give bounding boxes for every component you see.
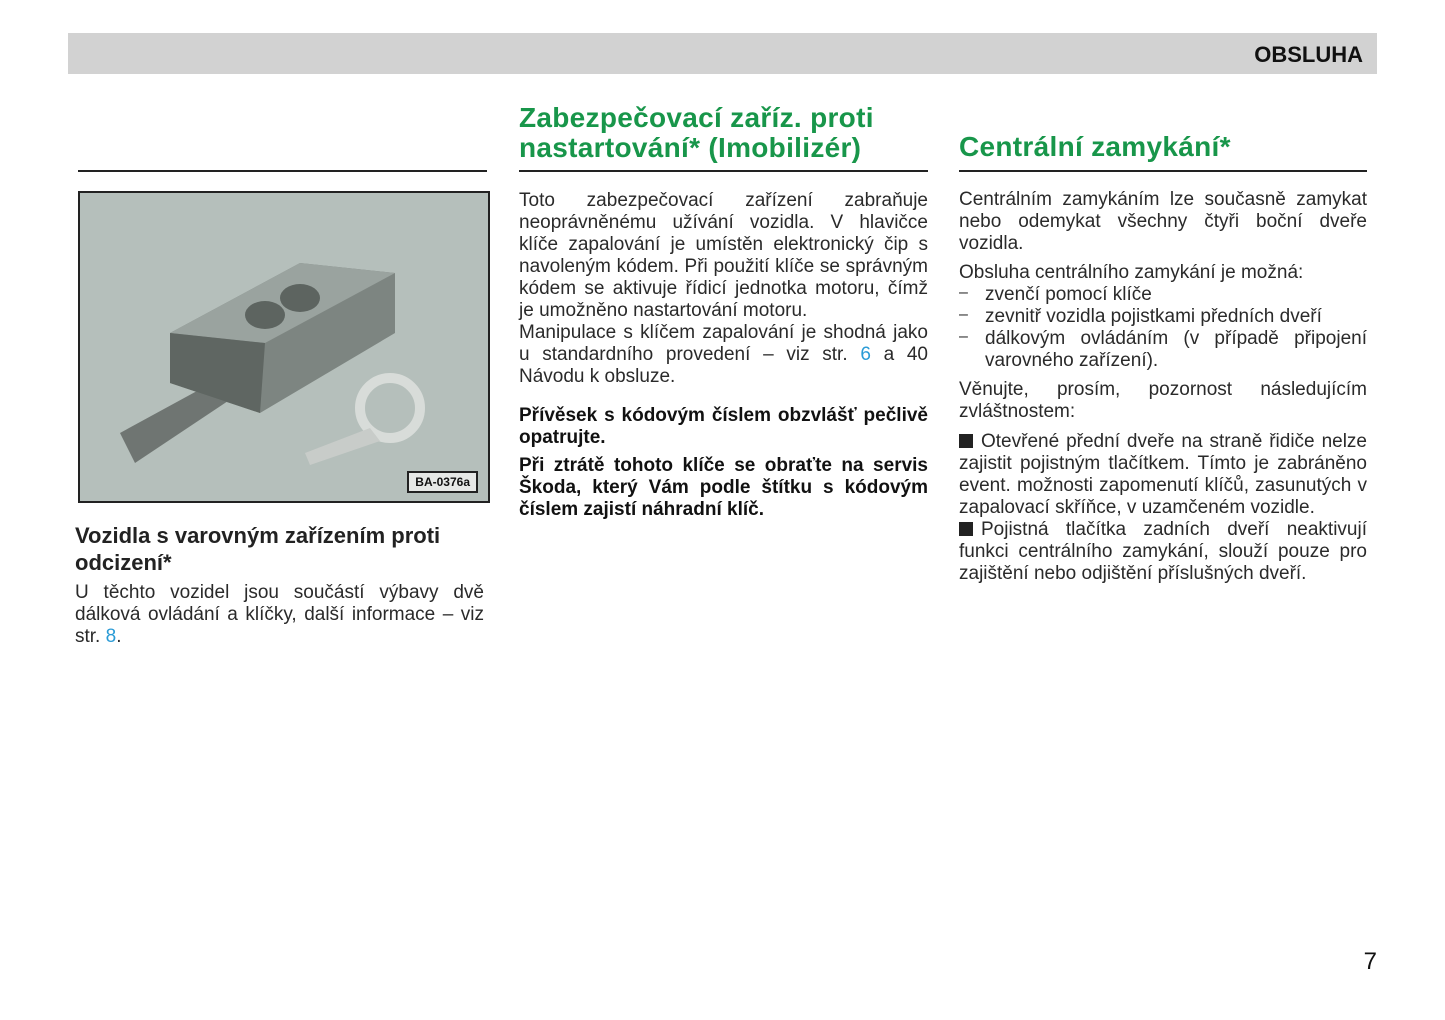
section-title: OBSLUHA bbox=[1254, 42, 1363, 67]
text: a 40 Návodu k obsluze. bbox=[519, 344, 928, 387]
section-heading: Vozidla s varovným zařízením proti odcizení* bbox=[75, 523, 441, 575]
text: Manipulace s klíčem zapalování je shodná jako u standardního provedení – viz str. bbox=[519, 322, 928, 365]
section-header bbox=[68, 33, 1377, 74]
divider bbox=[78, 170, 487, 172]
figure-label: BA-0376a bbox=[407, 471, 478, 493]
paragraph: Obsluha centrálního zamykání je možná: bbox=[959, 262, 1304, 283]
bullet-paragraph bbox=[959, 431, 1367, 519]
paragraph: Věnujte, prosím, pozornost následujícím zvláštnostem: bbox=[959, 379, 1367, 422]
bullet-paragraph bbox=[959, 519, 1367, 585]
key-fob-image bbox=[80, 193, 488, 501]
heading-line: nastartování* (Imobilizér) bbox=[519, 132, 862, 163]
paragraph bbox=[75, 582, 484, 648]
list-item bbox=[959, 306, 1367, 328]
dash: – bbox=[959, 284, 968, 301]
square-bullet-icon bbox=[959, 522, 973, 536]
paragraph: Centrálním zamykáním lze současně zamykat nebo odemykat všechny čtyři boční dveře vozidla. bbox=[959, 189, 1367, 254]
warning-text: Při ztrátě tohoto klíče se obraťte na servis Škoda, který Vám podle štítku s kódovým číslem zajistí náhradní klíč. bbox=[519, 455, 928, 520]
dash: – bbox=[959, 306, 968, 323]
page-number: 7 bbox=[1363, 948, 1377, 975]
text: Otevřené přední dveře na straně řidiče nelze zajistit pojistným tlačítkem. Tímto je zabráněno event. možnosti zapomenutí klíčů, zasunutých v zapalovací skříňce, v uzamčeném vozidle. bbox=[959, 431, 1367, 518]
paragraph bbox=[519, 322, 928, 388]
column-immobilizer bbox=[519, 103, 928, 521]
column-alarm bbox=[75, 522, 484, 648]
page-link[interactable]: 8 bbox=[105, 626, 117, 647]
column-central-locking bbox=[959, 132, 1367, 585]
list-item bbox=[959, 284, 1367, 306]
key-fob-illustration bbox=[78, 191, 490, 503]
heading-line: Zabezpečovací zaříz. proti bbox=[519, 102, 874, 133]
text: U těchto vozidel jsou součástí výbavy dvě dálková ovládání a klíčky, další informace – viz str. bbox=[75, 582, 484, 647]
section-heading: Centrální zamykání* bbox=[959, 131, 1231, 162]
text: . bbox=[116, 626, 122, 647]
dash: – bbox=[959, 328, 968, 345]
list-text: zvenčí pomocí klíče bbox=[985, 284, 1152, 305]
warning-text: Přívěsek s kódovým číslem obzvlášť pečlivě opatrujte. bbox=[519, 405, 928, 448]
list-item bbox=[959, 328, 1367, 372]
square-bullet-icon bbox=[959, 434, 973, 448]
section-heading bbox=[519, 103, 928, 163]
list-text: zevnitř vozidla pojistkami předních dveří bbox=[985, 306, 1322, 327]
text: Pojistná tlačítka zadních dveří neaktivují funkci centrálního zamykání, slouží pouze pro zajištění nebo odjištění příslušných dveří. bbox=[959, 519, 1367, 584]
paragraph: Toto zabezpečovací zařízení zabraňuje neoprávněnému užívání vozidla. V hlavičce klíče zapalování je umístěn elektronický čip s navoleným kódem. Při použití klíče se správným kódem se aktivuje řídicí jednotka motoru, čímž je umožněno nastartování motoru. bbox=[519, 190, 928, 321]
page-link[interactable]: 6 bbox=[860, 344, 871, 365]
list-text: dálkovým ovládáním (v případě připojení varovného zařízení). bbox=[985, 328, 1367, 371]
